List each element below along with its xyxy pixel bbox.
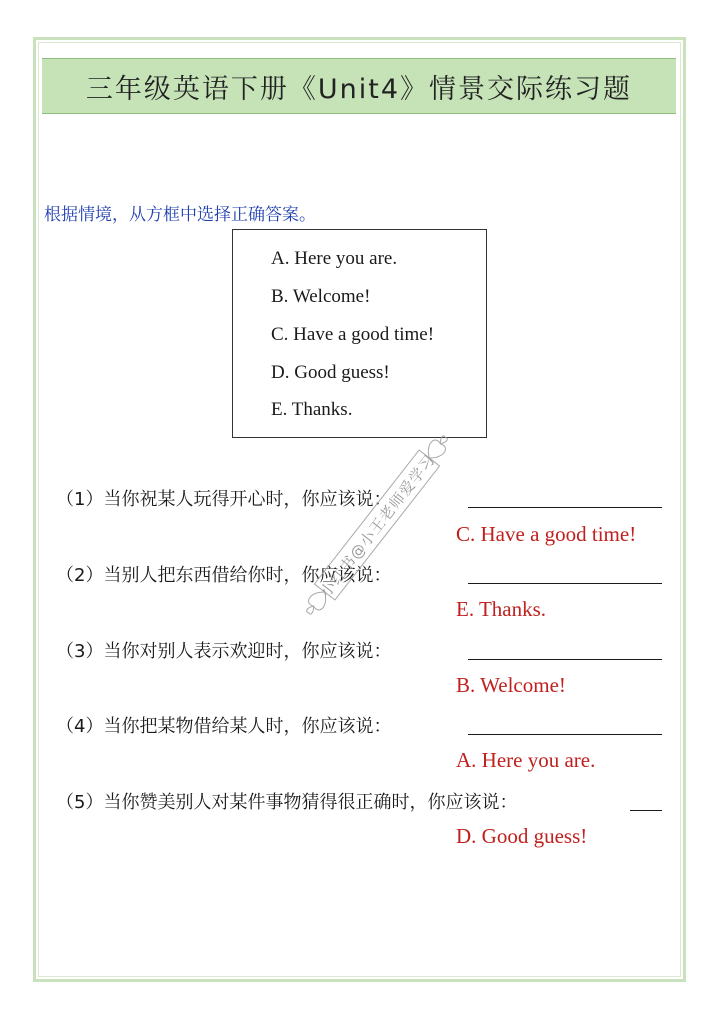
question-5: （5）当你赞美别人对某件事物猜得很正确时，你应该说： xyxy=(56,792,518,813)
watermark-text: 小红书@小王老师爱学习 xyxy=(316,450,439,601)
answer-2: E. Thanks. xyxy=(456,597,547,621)
option-e: E. Thanks. xyxy=(271,399,353,420)
instruction-text: 根据情境，从方框中选择正确答案。 xyxy=(44,205,316,225)
answer-4: A. Here you are. xyxy=(456,748,596,772)
answer-blank-4 xyxy=(468,734,662,735)
answer-1: C. Have a good time! xyxy=(456,522,637,546)
option-d: D. Good guess! xyxy=(271,362,390,383)
answer-blank-1 xyxy=(468,507,662,508)
answer-blank-5 xyxy=(630,810,662,811)
answer-blank-3 xyxy=(468,659,662,660)
options-box xyxy=(232,229,487,438)
question-4: （4）当你把某物借给某人时，你应该说： xyxy=(56,716,392,737)
option-c: C. Have a good time! xyxy=(271,324,435,345)
question-3: （3）当你对别人表示欢迎时，你应该说： xyxy=(56,641,392,662)
question-2: （2）当别人把东西借给你时，你应该说： xyxy=(56,565,392,586)
option-b: B. Welcome! xyxy=(271,286,371,307)
page-title: 三年级英语下册《Unit4》情景交际练习题 xyxy=(85,73,633,105)
answer-blank-2 xyxy=(468,583,662,584)
title-banner xyxy=(42,58,676,114)
question-1: （1）当你祝某人玩得开心时，你应该说： xyxy=(56,489,392,510)
answer-3: B. Welcome! xyxy=(456,673,566,697)
answer-5: D. Good guess! xyxy=(456,824,588,848)
option-a: A. Here you are. xyxy=(271,248,398,269)
